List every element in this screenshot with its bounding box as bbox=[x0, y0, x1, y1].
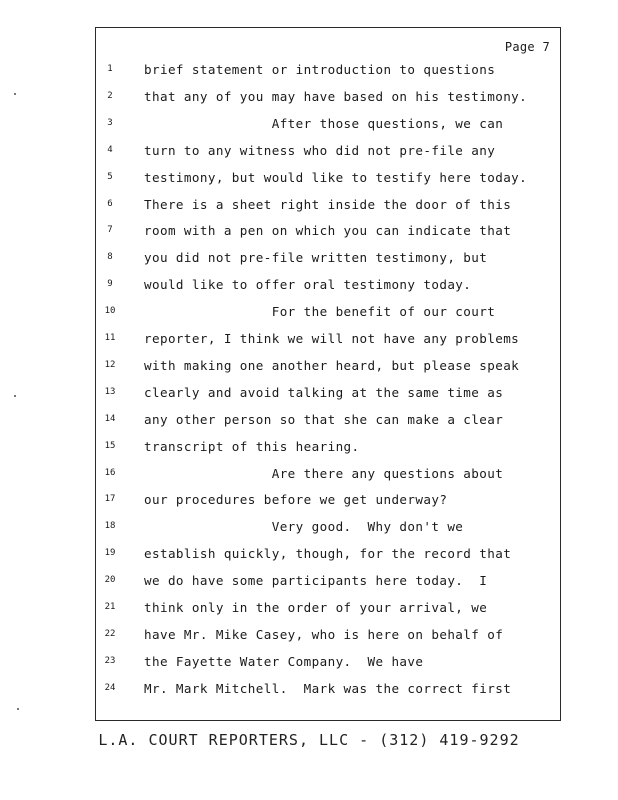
transcript-line bbox=[96, 250, 560, 270]
line-text: Mr. Mark Mitchell. Mark was the correct first bbox=[144, 680, 512, 696]
scan-speck bbox=[14, 93, 16, 95]
line-number: 5 bbox=[107, 171, 113, 182]
line-number: 24 bbox=[104, 682, 116, 693]
transcript-line bbox=[96, 600, 560, 620]
transcript-line bbox=[96, 331, 560, 351]
transcript-line bbox=[96, 62, 560, 82]
line-number: 19 bbox=[104, 548, 116, 559]
line-text: think only in the order of your arrival, we bbox=[144, 600, 488, 615]
line-text: transcript of this hearing. bbox=[144, 438, 360, 454]
transcript-line bbox=[96, 466, 560, 486]
line-number: 4 bbox=[107, 144, 113, 155]
transcript-line bbox=[96, 439, 560, 459]
line-number: 23 bbox=[104, 655, 116, 666]
line-number: 12 bbox=[104, 359, 116, 370]
line-text: brief statement or introduction to questions bbox=[144, 62, 496, 77]
line-number: 8 bbox=[107, 252, 113, 263]
transcript-line bbox=[96, 116, 560, 136]
transcript-line bbox=[96, 358, 560, 378]
transcript-page bbox=[95, 27, 561, 721]
line-text: would like to offer oral testimony today. bbox=[144, 277, 472, 293]
footer-reporter-info: L.A. COURT REPORTERS, LLC - (312) 419-9292 bbox=[98, 731, 520, 749]
line-text: turn to any witness who did not pre-file any bbox=[144, 142, 496, 158]
transcript-line bbox=[96, 277, 560, 297]
line-text: Are there any questions about bbox=[144, 465, 504, 481]
line-text: we do have some participants here today. I bbox=[144, 573, 488, 589]
transcript-line bbox=[96, 89, 560, 109]
line-number: 3 bbox=[107, 117, 113, 128]
line-text: that any of you may have based on his testimony. bbox=[144, 88, 528, 104]
transcript-line bbox=[96, 546, 560, 566]
line-text: room with a pen on which you can indicate that bbox=[144, 223, 512, 239]
line-number: 17 bbox=[104, 494, 116, 505]
transcript-line bbox=[96, 412, 560, 432]
transcript-line bbox=[96, 573, 560, 593]
line-number: 16 bbox=[104, 467, 116, 478]
line-text: our procedures before we get underway? bbox=[144, 492, 448, 508]
line-text: the Fayette Water Company. We have bbox=[144, 653, 424, 669]
transcript-line bbox=[96, 223, 560, 243]
line-text: Very good. Why don't we bbox=[144, 519, 464, 535]
line-number: 20 bbox=[104, 575, 116, 586]
line-text: testimony, but would like to testify here today. bbox=[144, 169, 528, 185]
transcript-line bbox=[96, 385, 560, 405]
line-number: 22 bbox=[104, 628, 116, 639]
transcript-line bbox=[96, 197, 560, 217]
page-number: Page 7 bbox=[504, 40, 550, 54]
transcript-line bbox=[96, 627, 560, 647]
transcript-line bbox=[96, 654, 560, 674]
line-number: 13 bbox=[104, 386, 116, 397]
transcript-line bbox=[96, 304, 560, 324]
line-text: There is a sheet right inside the door of this bbox=[144, 196, 512, 212]
scan-speck bbox=[14, 395, 16, 397]
line-text: with making one another heard, but please speak bbox=[144, 357, 520, 373]
line-number: 6 bbox=[107, 198, 113, 209]
line-number: 15 bbox=[104, 440, 116, 451]
line-text: For the benefit of our court bbox=[144, 304, 496, 320]
scan-speck bbox=[17, 708, 19, 710]
line-number: 2 bbox=[107, 90, 113, 101]
line-number: 14 bbox=[104, 413, 116, 424]
transcript-line bbox=[96, 170, 560, 190]
line-text: have Mr. Mike Casey, who is here on behalf of bbox=[144, 626, 504, 642]
line-number: 9 bbox=[107, 279, 113, 290]
line-text: establish quickly, though, for the record that bbox=[144, 546, 512, 562]
line-text: you did not pre-file written testimony, but bbox=[144, 250, 488, 266]
line-number: 21 bbox=[104, 602, 116, 612]
transcript-line bbox=[96, 681, 560, 701]
line-text: any other person so that she can make a clear bbox=[144, 411, 504, 427]
line-number: 10 bbox=[104, 306, 116, 317]
line-text: clearly and avoid talking at the same time as bbox=[144, 384, 504, 400]
line-number: 11 bbox=[104, 333, 116, 343]
line-number: 7 bbox=[107, 225, 113, 236]
transcript-line bbox=[96, 492, 560, 512]
line-number: 1 bbox=[107, 64, 113, 74]
line-text: reporter, I think we will not have any problems bbox=[144, 331, 520, 346]
transcript-line bbox=[96, 143, 560, 163]
transcript-line bbox=[96, 519, 560, 539]
line-text: After those questions, we can bbox=[144, 115, 504, 131]
line-number: 18 bbox=[104, 521, 116, 532]
